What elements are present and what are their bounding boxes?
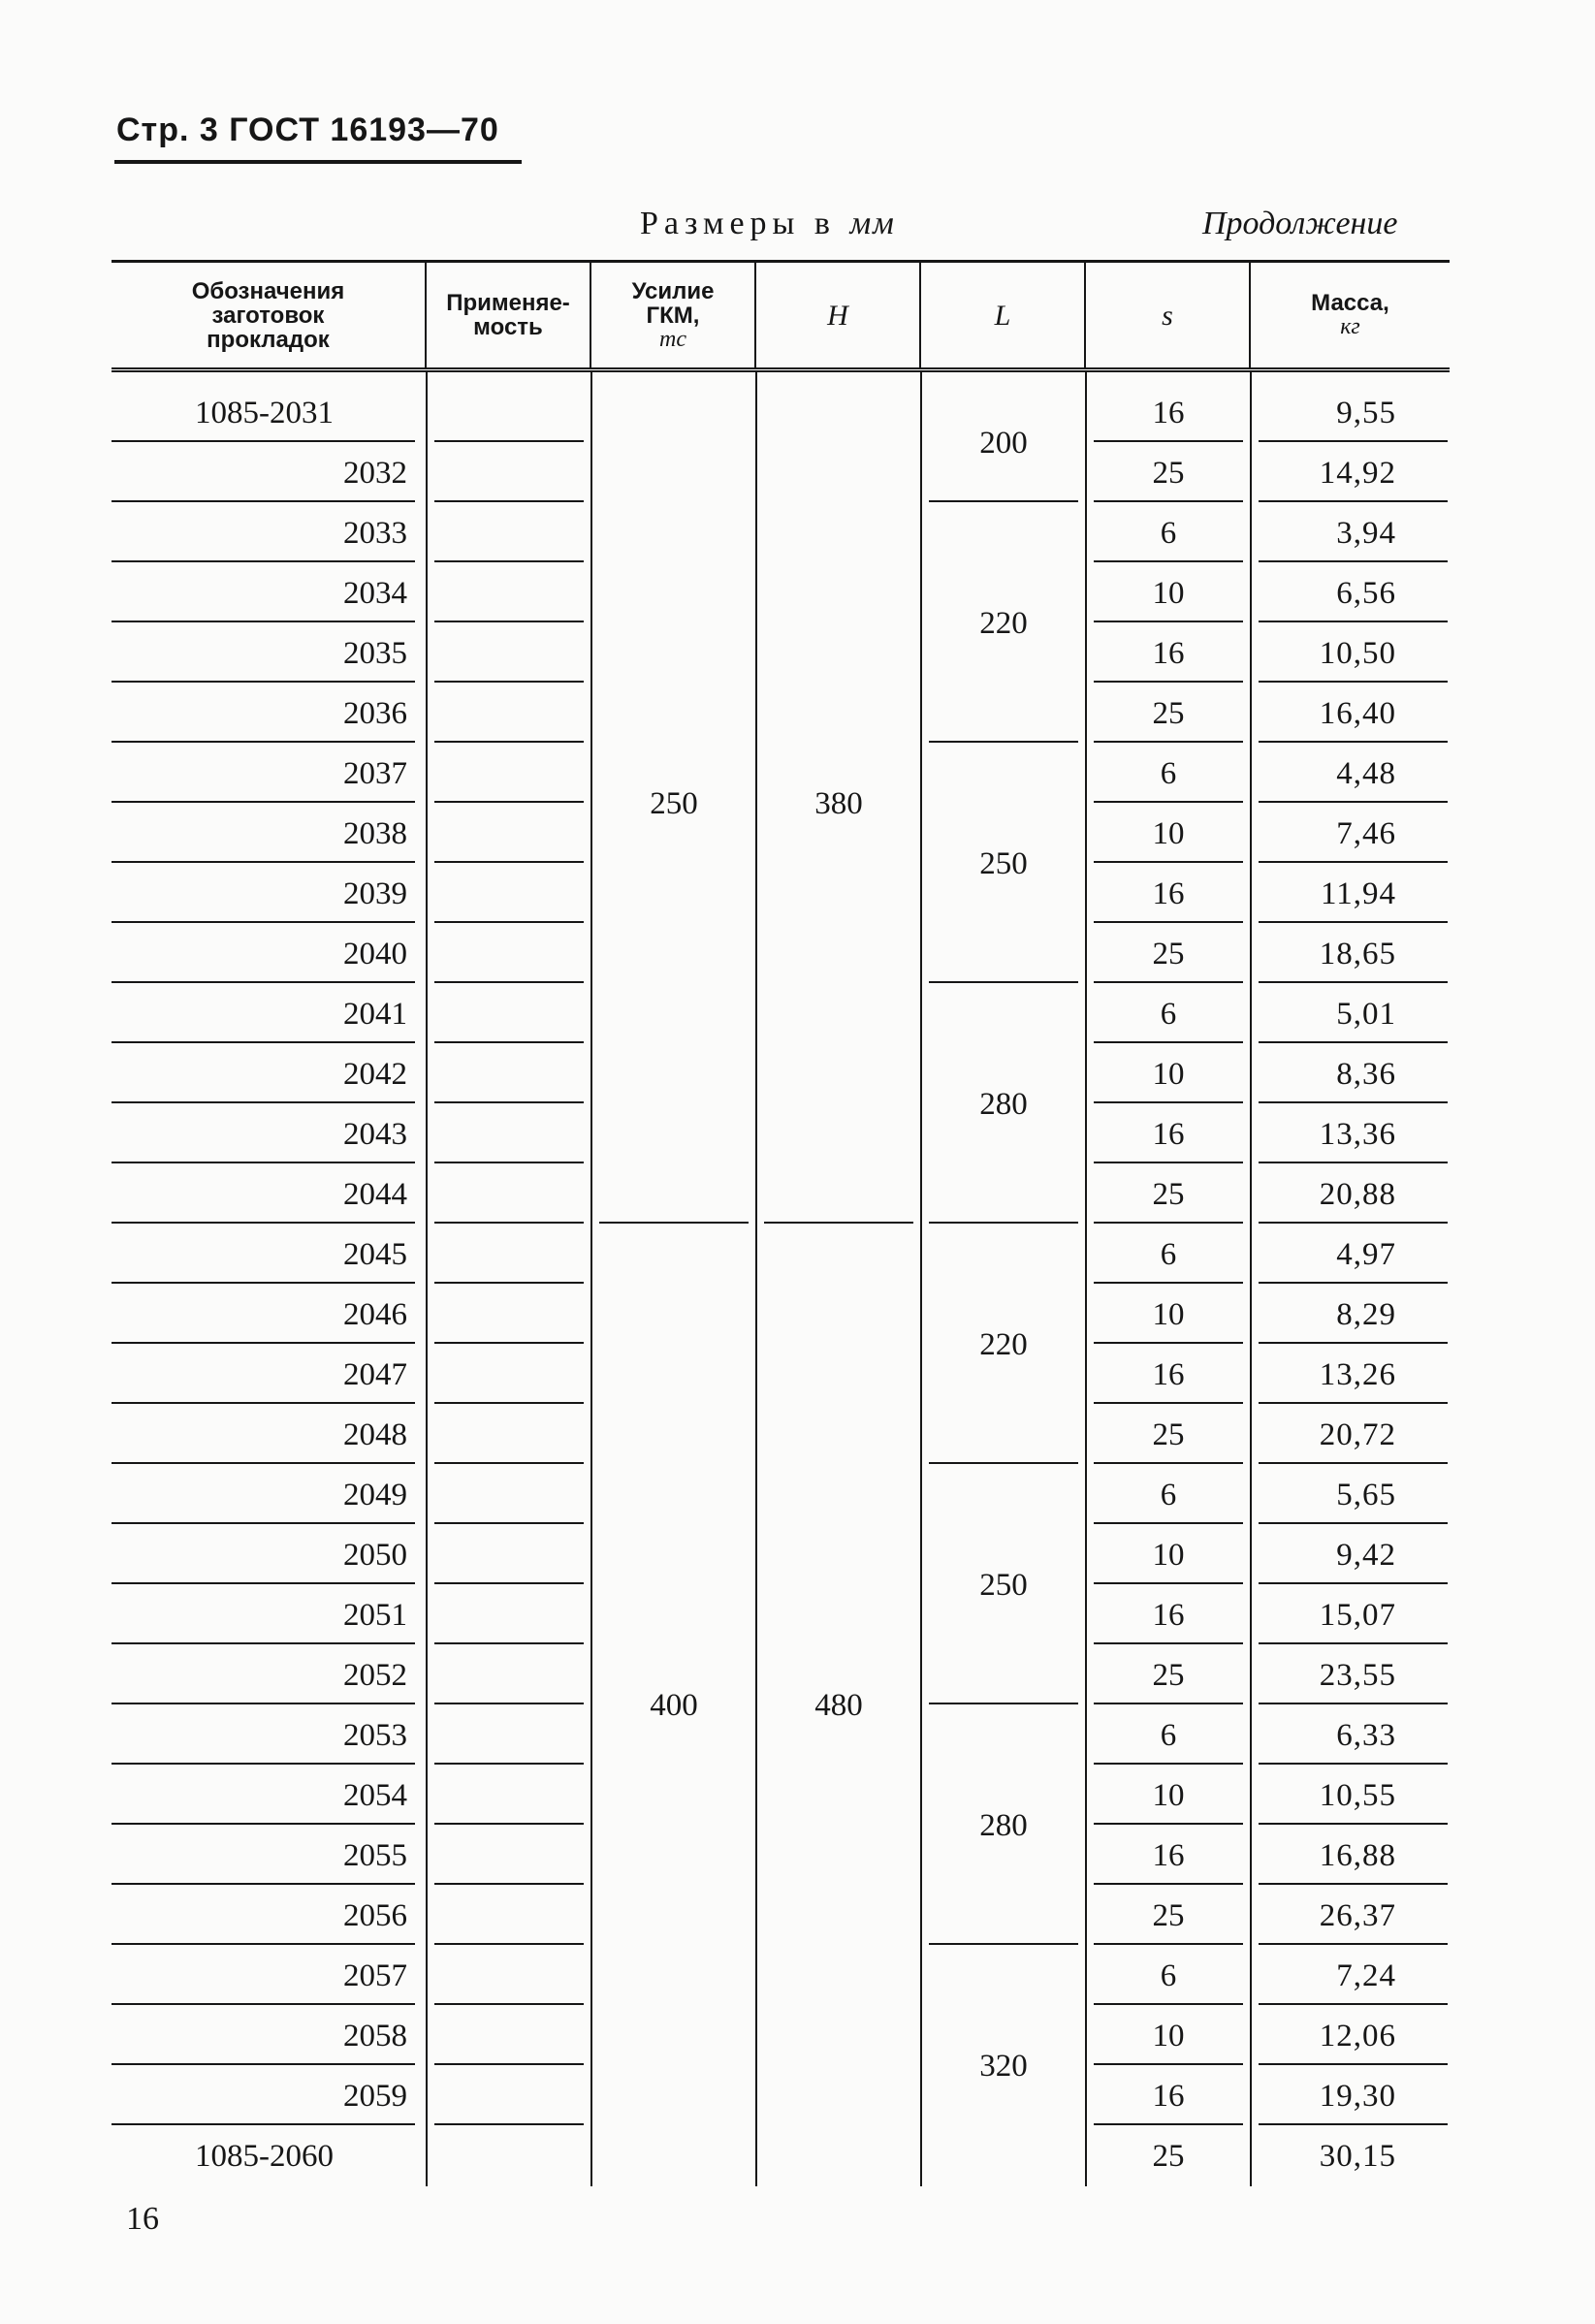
s-cell: 10: [1152, 815, 1185, 851]
mass-cell: 6,33: [1336, 1717, 1396, 1753]
row-rule: [1259, 621, 1448, 622]
row-rule: [112, 981, 415, 983]
row-rule: [112, 560, 415, 562]
designation-cell: 2034: [343, 575, 407, 611]
header-designation: Обозначения заготовок прокладок: [112, 263, 427, 367]
s-cell: 6: [1160, 1477, 1177, 1512]
row-rule: [434, 1342, 584, 1344]
designation-cell: 2051: [343, 1597, 407, 1633]
row-rule: [1259, 1703, 1448, 1704]
l-cell: 320: [979, 2048, 1028, 2084]
s-cell: 25: [1152, 455, 1185, 491]
mass-cell: 13,26: [1319, 1356, 1396, 1392]
h-cell: 480: [814, 1687, 863, 1723]
row-rule: [1259, 861, 1448, 863]
row-rule: [1094, 981, 1243, 983]
header-force-label: Усилие ГКМ,: [631, 277, 715, 329]
row-rule: [1094, 621, 1243, 622]
row-rule: [1259, 1642, 1448, 1644]
s-cell: 10: [1152, 1537, 1185, 1573]
row-rule: [1094, 1522, 1243, 1524]
s-cell: 16: [1152, 1356, 1185, 1392]
group-rule: [929, 1462, 1078, 1464]
s-cell: 25: [1152, 1176, 1185, 1212]
s-cell: 25: [1152, 1417, 1185, 1452]
page-reference: Стр. 3 ГОСТ 16193—70: [116, 111, 499, 148]
mass-cell: 16,88: [1319, 1837, 1396, 1873]
continuation-label: Продолжение: [1202, 206, 1398, 241]
row-rule: [112, 801, 415, 803]
group-rule: [929, 1703, 1078, 1704]
row-rule: [112, 1282, 415, 1284]
designation-cell: 2058: [343, 2018, 407, 2053]
mass-cell: 4,97: [1336, 1236, 1396, 1272]
row-rule: [1094, 1823, 1243, 1825]
row-rule: [1094, 560, 1243, 562]
row-rule: [434, 861, 584, 863]
s-cell: 6: [1160, 515, 1177, 551]
row-rule: [1259, 2063, 1448, 2065]
s-cell: 10: [1152, 1777, 1185, 1813]
row-rule: [1259, 1101, 1448, 1103]
row-rule: [1259, 1823, 1448, 1825]
mass-cell: 26,37: [1319, 1897, 1396, 1933]
designation-cell: 2054: [343, 1777, 407, 1813]
row-rule: [112, 1162, 415, 1163]
row-rule: [112, 1642, 415, 1644]
designation-cell: 2042: [343, 1056, 407, 1092]
header-mass-unit: кг: [1340, 314, 1360, 339]
force-cell: 400: [650, 1687, 698, 1723]
row-rule: [434, 2063, 584, 2065]
mass-cell: 16,40: [1319, 695, 1396, 731]
row-rule: [1259, 1943, 1448, 1945]
header-applicability: Применяе- мость: [427, 263, 591, 367]
row-rule: [1094, 440, 1243, 442]
s-cell: 10: [1152, 1296, 1185, 1332]
mass-cell: 3,94: [1336, 515, 1396, 551]
row-rule: [1259, 681, 1448, 683]
row-rule: [1094, 1222, 1243, 1224]
s-cell: 6: [1160, 755, 1177, 791]
group-rule: [764, 1222, 913, 1224]
row-rule: [434, 1282, 584, 1284]
row-rule: [1094, 2003, 1243, 2005]
row-rule: [1094, 861, 1243, 863]
mass-cell: 11,94: [1320, 875, 1396, 911]
mass-cell: 15,07: [1319, 1597, 1396, 1633]
row-rule: [1094, 1342, 1243, 1344]
row-rule: [112, 741, 415, 743]
row-rule: [1259, 921, 1448, 923]
row-rule: [434, 801, 584, 803]
s-cell: 16: [1152, 635, 1185, 671]
s-cell: 16: [1152, 2078, 1185, 2114]
l-cell: 250: [979, 845, 1028, 881]
s-cell: 16: [1152, 395, 1185, 430]
s-cell: 16: [1152, 1597, 1185, 1633]
row-rule: [434, 981, 584, 983]
designation-cell: 2033: [343, 515, 407, 551]
row-rule: [1094, 1041, 1243, 1043]
group-rule: [929, 1943, 1078, 1945]
row-rule: [1259, 1462, 1448, 1464]
row-rule: [1094, 500, 1243, 502]
designation-cell: 2050: [343, 1537, 407, 1573]
s-cell: 25: [1152, 2138, 1185, 2174]
row-rule: [1259, 2123, 1448, 2125]
mass-cell: 7,24: [1336, 1958, 1396, 1993]
row-rule: [1094, 801, 1243, 803]
row-rule: [112, 1582, 415, 1584]
s-cell: 25: [1152, 1897, 1185, 1933]
row-rule: [1259, 1402, 1448, 1404]
s-cell: 16: [1152, 875, 1185, 911]
row-rule: [112, 1462, 415, 1464]
l-cell: 250: [979, 1567, 1028, 1603]
column-divider: [426, 371, 428, 2186]
designation-cell: 2048: [343, 1417, 407, 1452]
row-rule: [434, 1522, 584, 1524]
mass-cell: 6,56: [1336, 575, 1396, 611]
row-rule: [434, 1823, 584, 1825]
mass-cell: 14,92: [1319, 455, 1396, 491]
row-rule: [434, 1763, 584, 1765]
group-rule: [929, 741, 1078, 743]
mass-cell: 8,29: [1336, 1296, 1396, 1332]
row-rule: [1094, 1703, 1243, 1704]
l-cell: 220: [979, 1326, 1028, 1362]
mass-cell: 4,48: [1336, 755, 1396, 791]
force-cell: 250: [650, 785, 698, 821]
row-rule: [112, 440, 415, 442]
row-rule: [1259, 500, 1448, 502]
designation-cell: 2049: [343, 1477, 407, 1512]
row-rule: [112, 1402, 415, 1404]
row-rule: [434, 921, 584, 923]
designation-cell: 2037: [343, 755, 407, 791]
row-rule: [1259, 981, 1448, 983]
group-rule: [929, 500, 1078, 502]
row-rule: [1259, 1041, 1448, 1043]
s-cell: 25: [1152, 936, 1185, 971]
row-rule: [1259, 1162, 1448, 1163]
designation-cell: 1085-2060: [195, 2138, 334, 2174]
row-rule: [434, 2123, 584, 2125]
row-rule: [1094, 1101, 1243, 1103]
row-rule: [1259, 560, 1448, 562]
row-rule: [1259, 2003, 1448, 2005]
row-rule: [112, 1943, 415, 1945]
mass-cell: 8,36: [1336, 1056, 1396, 1092]
dimensions-unit: мм: [849, 206, 896, 241]
row-rule: [1259, 741, 1448, 743]
row-rule: [1094, 741, 1243, 743]
mass-cell: 5,01: [1336, 996, 1396, 1032]
row-rule: [1259, 1883, 1448, 1885]
row-rule: [434, 1041, 584, 1043]
row-rule: [112, 1342, 415, 1344]
row-rule: [112, 1763, 415, 1765]
dimensions-caption-text: Размеры в: [640, 206, 836, 241]
row-rule: [1259, 1763, 1448, 1765]
s-cell: 10: [1152, 575, 1185, 611]
row-rule: [1259, 1582, 1448, 1584]
row-rule: [112, 2123, 415, 2125]
row-rule: [434, 681, 584, 683]
s-cell: 6: [1160, 1236, 1177, 1272]
row-rule: [112, 1522, 415, 1524]
row-rule: [434, 1582, 584, 1584]
l-cell: 280: [979, 1086, 1028, 1122]
row-rule: [1259, 1522, 1448, 1524]
s-cell: 6: [1160, 1717, 1177, 1753]
designation-cell: 2036: [343, 695, 407, 731]
designation-cell: 2045: [343, 1236, 407, 1272]
s-cell: 16: [1152, 1116, 1185, 1152]
designation-cell: 2043: [343, 1116, 407, 1152]
row-rule: [434, 1162, 584, 1163]
row-rule: [434, 560, 584, 562]
row-rule: [1259, 1282, 1448, 1284]
row-rule: [1094, 1282, 1243, 1284]
row-rule: [112, 861, 415, 863]
row-rule: [112, 2063, 415, 2065]
row-rule: [112, 1883, 415, 1885]
mass-cell: 23,55: [1319, 1657, 1396, 1693]
row-rule: [434, 1402, 584, 1404]
row-rule: [434, 2003, 584, 2005]
mass-cell: 18,65: [1319, 936, 1396, 971]
row-rule: [1259, 440, 1448, 442]
group-rule: [929, 1222, 1078, 1224]
group-rule: [599, 1222, 749, 1224]
mass-cell: 30,15: [1319, 2138, 1396, 2174]
mass-cell: 7,46: [1336, 815, 1396, 851]
row-rule: [112, 681, 415, 683]
row-rule: [434, 1222, 584, 1224]
row-rule: [1094, 921, 1243, 923]
row-rule: [434, 1642, 584, 1644]
mass-cell: 20,88: [1319, 1176, 1396, 1212]
group-rule: [929, 981, 1078, 983]
mass-cell: 9,55: [1336, 395, 1396, 430]
mass-cell: 10,50: [1319, 635, 1396, 671]
row-rule: [112, 2003, 415, 2005]
row-rule: [112, 621, 415, 622]
s-cell: 16: [1152, 1837, 1185, 1873]
mass-cell: 13,36: [1319, 1116, 1396, 1152]
row-rule: [434, 1943, 584, 1945]
designation-cell: 2038: [343, 815, 407, 851]
row-rule: [1094, 1462, 1243, 1464]
s-cell: 6: [1160, 996, 1177, 1032]
row-rule: [434, 1101, 584, 1103]
designation-cell: 2055: [343, 1837, 407, 1873]
page-number: 16: [126, 2201, 159, 2237]
designation-cell: 2040: [343, 936, 407, 971]
designation-cell: 2059: [343, 2078, 407, 2114]
row-rule: [1094, 1582, 1243, 1584]
l-cell: 280: [979, 1807, 1028, 1843]
row-rule: [1259, 801, 1448, 803]
row-rule: [112, 1823, 415, 1825]
header-force-unit: тс: [659, 326, 686, 352]
row-rule: [1094, 1162, 1243, 1163]
row-rule: [112, 1703, 415, 1704]
row-rule: [112, 921, 415, 923]
mass-cell: 19,30: [1319, 2078, 1396, 2114]
mass-cell: 5,65: [1336, 1477, 1396, 1512]
row-rule: [112, 500, 415, 502]
row-rule: [1094, 2123, 1243, 2125]
designation-cell: 2039: [343, 875, 407, 911]
row-rule: [112, 1222, 415, 1224]
row-rule: [434, 621, 584, 622]
designation-cell: 2057: [343, 1958, 407, 1993]
designation-cell: 2052: [343, 1657, 407, 1693]
header-l: L: [921, 263, 1086, 367]
mass-cell: 12,06: [1319, 2018, 1396, 2053]
mass-cell: 10,55: [1319, 1777, 1396, 1813]
header-s: s: [1086, 263, 1251, 367]
designation-cell: 1085-2031: [195, 395, 334, 430]
designation-cell: 2053: [343, 1717, 407, 1753]
designation-cell: 2035: [343, 635, 407, 671]
row-rule: [434, 1462, 584, 1464]
designation-cell: 2041: [343, 996, 407, 1032]
designation-cell: 2046: [343, 1296, 407, 1332]
row-rule: [1094, 1943, 1243, 1945]
h-cell: 380: [814, 785, 863, 821]
row-rule: [112, 1101, 415, 1103]
row-rule: [112, 1041, 415, 1043]
header-h: H: [756, 263, 921, 367]
row-rule: [1259, 1342, 1448, 1344]
row-rule: [1094, 681, 1243, 683]
designation-cell: 2047: [343, 1356, 407, 1392]
designation-cell: 2044: [343, 1176, 407, 1212]
row-rule: [1259, 1222, 1448, 1224]
row-rule: [1094, 1642, 1243, 1644]
row-rule: [434, 741, 584, 743]
header-mass-label: Масса,: [1311, 290, 1389, 316]
row-rule: [434, 1703, 584, 1704]
mass-cell: 20,72: [1319, 1417, 1396, 1452]
row-rule: [434, 1883, 584, 1885]
designation-cell: 2032: [343, 455, 407, 491]
row-rule: [1094, 1763, 1243, 1765]
s-cell: 25: [1152, 695, 1185, 731]
s-cell: 6: [1160, 1958, 1177, 1993]
s-cell: 10: [1152, 2018, 1185, 2053]
designation-cell: 2056: [343, 1897, 407, 1933]
row-rule: [1094, 2063, 1243, 2065]
s-cell: 10: [1152, 1056, 1185, 1092]
l-cell: 200: [979, 425, 1028, 461]
l-cell: 220: [979, 605, 1028, 641]
s-cell: 25: [1152, 1657, 1185, 1693]
row-rule: [434, 440, 584, 442]
row-rule: [1094, 1883, 1243, 1885]
mass-cell: 9,42: [1336, 1537, 1396, 1573]
row-rule: [1094, 1402, 1243, 1404]
row-rule: [434, 500, 584, 502]
